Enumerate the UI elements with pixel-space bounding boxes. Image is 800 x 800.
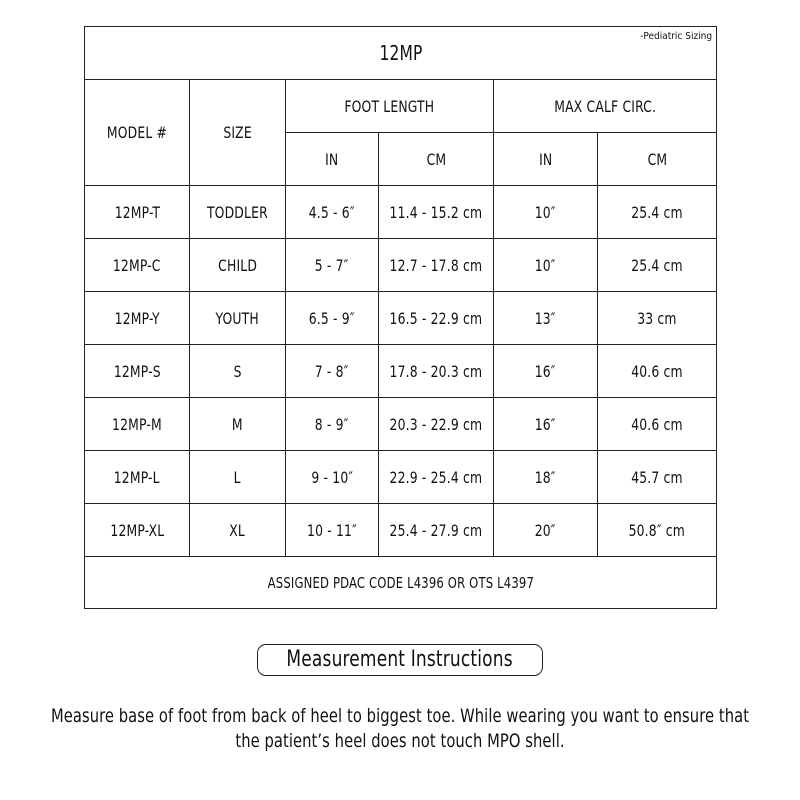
header-foot-cm: CM	[379, 133, 494, 186]
cell-foot-in: 9 - 10″	[286, 451, 379, 504]
table-row	[85, 398, 717, 451]
sizing-chart	[84, 26, 716, 609]
cell-foot-in: 7 - 8″	[286, 345, 379, 398]
cell-size: L	[190, 451, 286, 504]
cell-model: 12MP-Y	[85, 292, 190, 345]
cell-size: S	[190, 345, 286, 398]
cell-foot-cm: 16.5 - 22.9 cm	[379, 292, 494, 345]
cell-foot-cm: 20.3 - 22.9 cm	[379, 398, 494, 451]
cell-foot-cm: 12.7 - 17.8 cm	[379, 239, 494, 292]
cell-model: 12MP-C	[85, 239, 190, 292]
cell-foot-cm: 22.9 - 25.4 cm	[379, 451, 494, 504]
cell-size: YOUTH	[190, 292, 286, 345]
pdac-code-footer: ASSIGNED PDAC CODE L4396 OR OTS L4397	[85, 557, 717, 609]
cell-foot-in: 6.5 - 9″	[286, 292, 379, 345]
header-model: MODEL #	[85, 80, 190, 186]
cell-model: 12MP-S	[85, 345, 190, 398]
header-foot-in: IN	[286, 133, 379, 186]
table-row	[85, 504, 717, 557]
cell-foot-cm: 11.4 - 15.2 cm	[379, 186, 494, 239]
cell-calf-in: 10″	[494, 186, 598, 239]
table-row	[85, 186, 717, 239]
cell-calf-in: 16″	[494, 398, 598, 451]
header-calf-cm: CM	[598, 133, 717, 186]
pediatric-sizing-note: -Pediatric Sizing	[640, 31, 713, 42]
cell-foot-in: 4.5 - 6″	[286, 186, 379, 239]
cell-foot-cm: 17.8 - 20.3 cm	[379, 345, 494, 398]
cell-calf-in: 20″	[494, 504, 598, 557]
table-row	[85, 239, 717, 292]
table-title: 12MP	[379, 41, 423, 65]
cell-calf-in: 10″	[494, 239, 598, 292]
cell-calf-cm: 25.4 cm	[598, 186, 717, 239]
cell-calf-cm: 33 cm	[598, 292, 717, 345]
cell-size: XL	[190, 504, 286, 557]
cell-model: 12MP-L	[85, 451, 190, 504]
cell-calf-cm: 45.7 cm	[598, 451, 717, 504]
header-max-calf: MAX CALF CIRC.	[494, 80, 717, 133]
header-foot-length: FOOT LENGTH	[286, 80, 494, 133]
cell-foot-cm: 25.4 - 27.9 cm	[379, 504, 494, 557]
table-row	[85, 292, 717, 345]
cell-size: TODDLER	[190, 186, 286, 239]
instructions-heading-wrap	[0, 644, 800, 676]
header-size: SIZE	[190, 80, 286, 186]
instructions-heading: Measurement Instructions	[257, 644, 542, 676]
cell-model: 12MP-M	[85, 398, 190, 451]
cell-calf-cm: 40.6 cm	[598, 345, 717, 398]
cell-foot-in: 10 - 11″	[286, 504, 379, 557]
cell-model: 12MP-T	[85, 186, 190, 239]
sizing-table	[84, 26, 717, 609]
cell-size: M	[190, 398, 286, 451]
cell-calf-cm: 25.4 cm	[598, 239, 717, 292]
table-row	[85, 451, 717, 504]
cell-foot-in: 5 - 7″	[286, 239, 379, 292]
cell-foot-in: 8 - 9″	[286, 398, 379, 451]
table-row	[85, 345, 717, 398]
cell-calf-in: 16″	[494, 345, 598, 398]
cell-model: 12MP-XL	[85, 504, 190, 557]
cell-size: CHILD	[190, 239, 286, 292]
cell-calf-cm: 50.8″ cm	[598, 504, 717, 557]
cell-calf-in: 13″	[494, 292, 598, 345]
cell-calf-in: 18″	[494, 451, 598, 504]
header-calf-in: IN	[494, 133, 598, 186]
instructions-body: Measure base of foot from back of heel to biggest toe. While wearing you want to ensure that the patient’s heel does not touch MPO shell.	[50, 705, 750, 752]
cell-calf-cm: 40.6 cm	[598, 398, 717, 451]
table-title-cell	[85, 27, 717, 80]
